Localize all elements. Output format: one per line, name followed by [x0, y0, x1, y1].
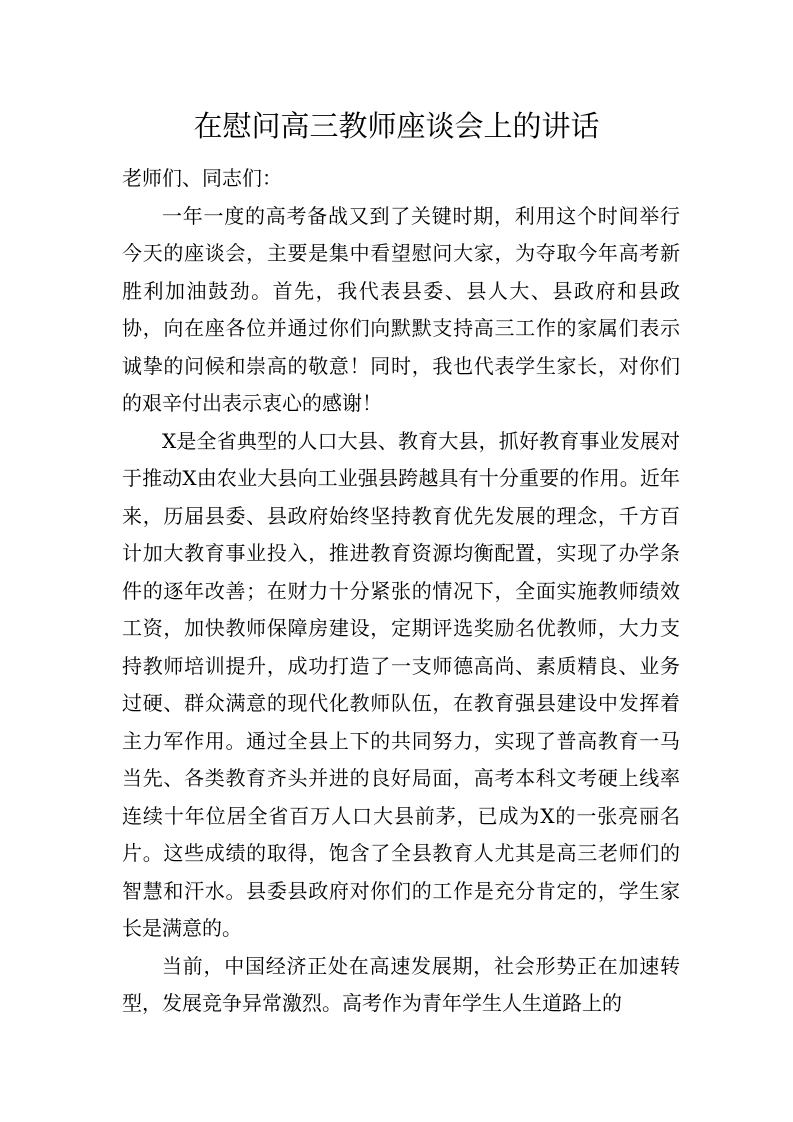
paragraph-2: X是全省典型的人口大县、教育大县，抓好教育事业发展对于推动X由农业大县向工业强县跨越具有十分重要的作用。近年来，历届县委、县政府始终坚持教育优先发展的理念，千方百计加大教育事业投入，推进教育资源均衡配置，实现了办学条件的逐年改善；在财力十分紧张的情况下，全面实施教师绩效工资，加快教师保障房建设，定期评选奖励名优教师，大力支持教师培训提升，成功打造了一支师德高尚、素质精良、业务过硬、群众满意的现代化教师队伍，在教育强县建设中发挥着主力军作用。通过全县上下的共同努力，实现了普高教育一马当先、各类教育齐头并进的良好局面，高考本科文考硬上线率连续十年位居全省百万人口大县前茅，已成为X的一张亮丽名片。这些成绩的取得，饱含了全县教育人尤其是高三老师们的智慧和汗水。县委县政府对你们的工作是充分肯定的，学生家长是满意的。 [122, 428, 680, 940]
document-body [122, 160, 680, 1023]
paragraph-3: 当前，中国经济正处在高速发展期，社会形势正在加速转型，发展竞争异常激烈。高考作为青年学生人生道路上的 [122, 953, 680, 1015]
salutation: 老师们、同志们： [122, 166, 282, 190]
paragraph-1: 一年一度的高考备战又到了关键时期，利用这个时间举行今天的座谈会，主要是集中看望慰问大家，为夺取今年高考新胜利加油鼓劲。首先，我代表县委、县人大、县政府和县政协，向在座各位并通过你们向默默支持高三工作的家属们表示诚挚的问候和崇高的敬意！同时，我也代表学生家长，对你们的艰辛付出表示衷心的感谢！ [122, 203, 680, 415]
document-title: 在慰问高三教师座谈会上的讲话 [193, 109, 600, 143]
